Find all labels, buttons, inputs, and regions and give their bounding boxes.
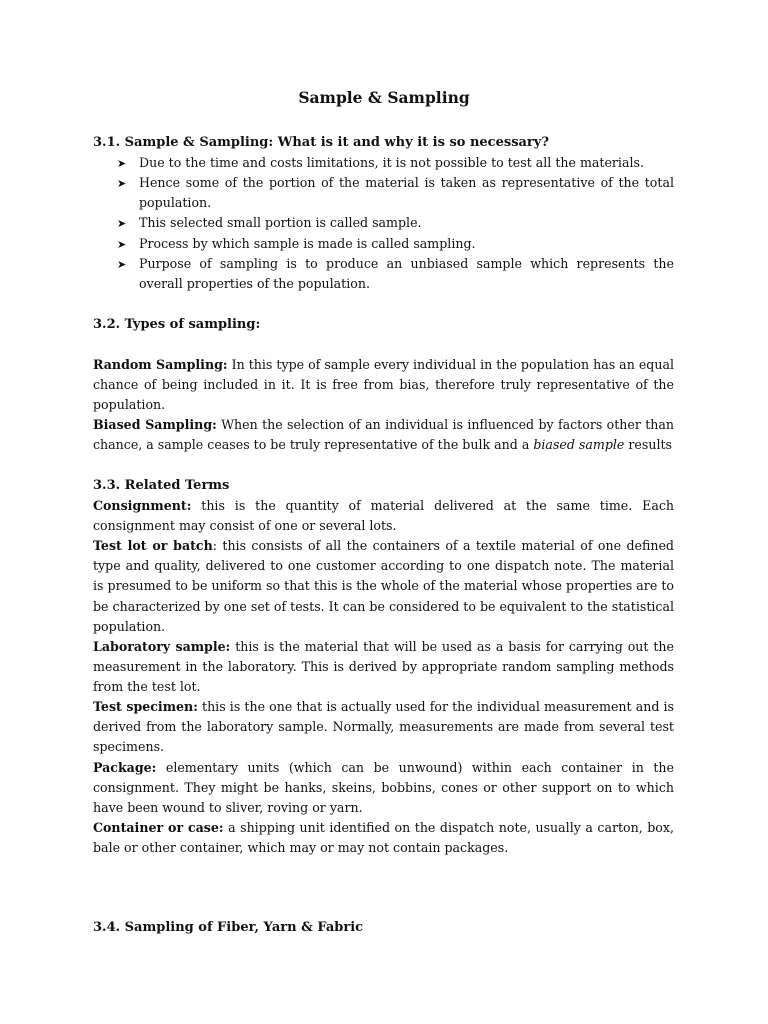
term-definition: When the selection of an individual is influenced by factors other than chance, a sample ceases to be truly representative of the bulk and a — [93, 417, 674, 453]
arrow-bullet-icon: ➤ — [117, 177, 127, 190]
arrow-bullet-icon: ➤ — [117, 157, 127, 170]
term-paragraph-package — [93, 758, 674, 819]
section-3-2-heading: 3.2. Types of sampling: — [93, 317, 261, 332]
random-sampling-paragraph — [93, 355, 674, 416]
arrow-bullet-icon: ➤ — [117, 217, 127, 230]
bullet-text: Due to the time and costs limitations, it is not possible to test all the materials. — [139, 155, 644, 170]
term-label: Test specimen: — [93, 699, 198, 714]
section-3-3-heading: 3.3. Related Terms — [93, 478, 230, 493]
bullet-text: This selected small portion is called sample. — [139, 215, 422, 230]
bullet-item — [117, 173, 674, 213]
italic-phrase: biased sample — [533, 437, 625, 453]
bullet-text: Purpose of sampling is to produce an unbiased sample which represents the overall properties of the population. — [139, 256, 674, 292]
term-label: Package: — [93, 760, 157, 775]
term-label: Laboratory sample: — [93, 639, 231, 654]
term-definition: In this type of sample every individual in the population has an equal chance of being included in it. It is free from bias, therefore truly representative of the population. — [93, 357, 674, 413]
term-definition: elementary units (which can be unwound) within each container in the consignment. They might be hanks, skeins, bobbins, cones or other support on to which have been wound to sliver, roving or yarn. — [93, 760, 674, 816]
bullet-item — [117, 153, 674, 173]
section-3-1-heading: 3.1. Sample & Sampling: What is it and why it is so necessary? — [93, 135, 549, 150]
term-definition-end: results — [624, 437, 672, 453]
term-label: Random Sampling: — [93, 357, 228, 372]
term-definition: : this consists of all the containers of a textile material of one defined type and quality, delivered to one customer according to one dispatch note. The material is presumed to be uniform so that this is the whole of the material whose properties are to be characterized by one set of tests. It can be considered to be equivalent to the statistical population. — [93, 538, 674, 634]
term-definition: this is the material that will be used as a basis for carrying out the measurement in the laboratory. This is derived by appropriate random sampling methods from the test lot. — [93, 639, 674, 695]
bullet-text: Hence some of the portion of the material is taken as representative of the total population. — [139, 175, 674, 211]
term-definition: this is the quantity of material delivered at the same time. Each consignment may consist of one or several lots. — [93, 498, 674, 534]
section-3-4-heading: 3.4. Sampling of Fiber, Yarn & Fabric — [93, 920, 364, 935]
arrow-bullet-icon: ➤ — [117, 238, 127, 251]
term-label: Test lot or batch — [93, 538, 213, 553]
term-definition: this is the one that is actually used for the individual measurement and is derived from the laboratory sample. Normally, measurements are made from several test specimens. — [93, 699, 675, 755]
bullet-item — [117, 213, 674, 233]
term-definition: a shipping unit identified on the dispatch note, usually a carton, box, bale or other container, which may or may not contain packages. — [93, 820, 674, 856]
term-label: Consignment: — [93, 498, 192, 513]
bullet-item — [117, 234, 674, 254]
bullet-item — [117, 254, 674, 294]
term-paragraph-test-specimen — [93, 697, 674, 758]
bullet-text: Process by which sample is made is called sampling. — [139, 236, 476, 251]
term-label: Biased Sampling: — [93, 417, 217, 432]
term-paragraph-laboratory-sample — [93, 637, 674, 698]
term-paragraph-test-lot — [93, 536, 674, 637]
page-title: Sample & Sampling — [298, 88, 470, 107]
term-paragraph-container — [93, 818, 674, 858]
term-paragraph-consignment — [93, 496, 674, 536]
biased-sampling-paragraph — [93, 415, 674, 455]
arrow-bullet-icon: ➤ — [117, 258, 127, 271]
term-label: Container or case: — [93, 820, 224, 835]
